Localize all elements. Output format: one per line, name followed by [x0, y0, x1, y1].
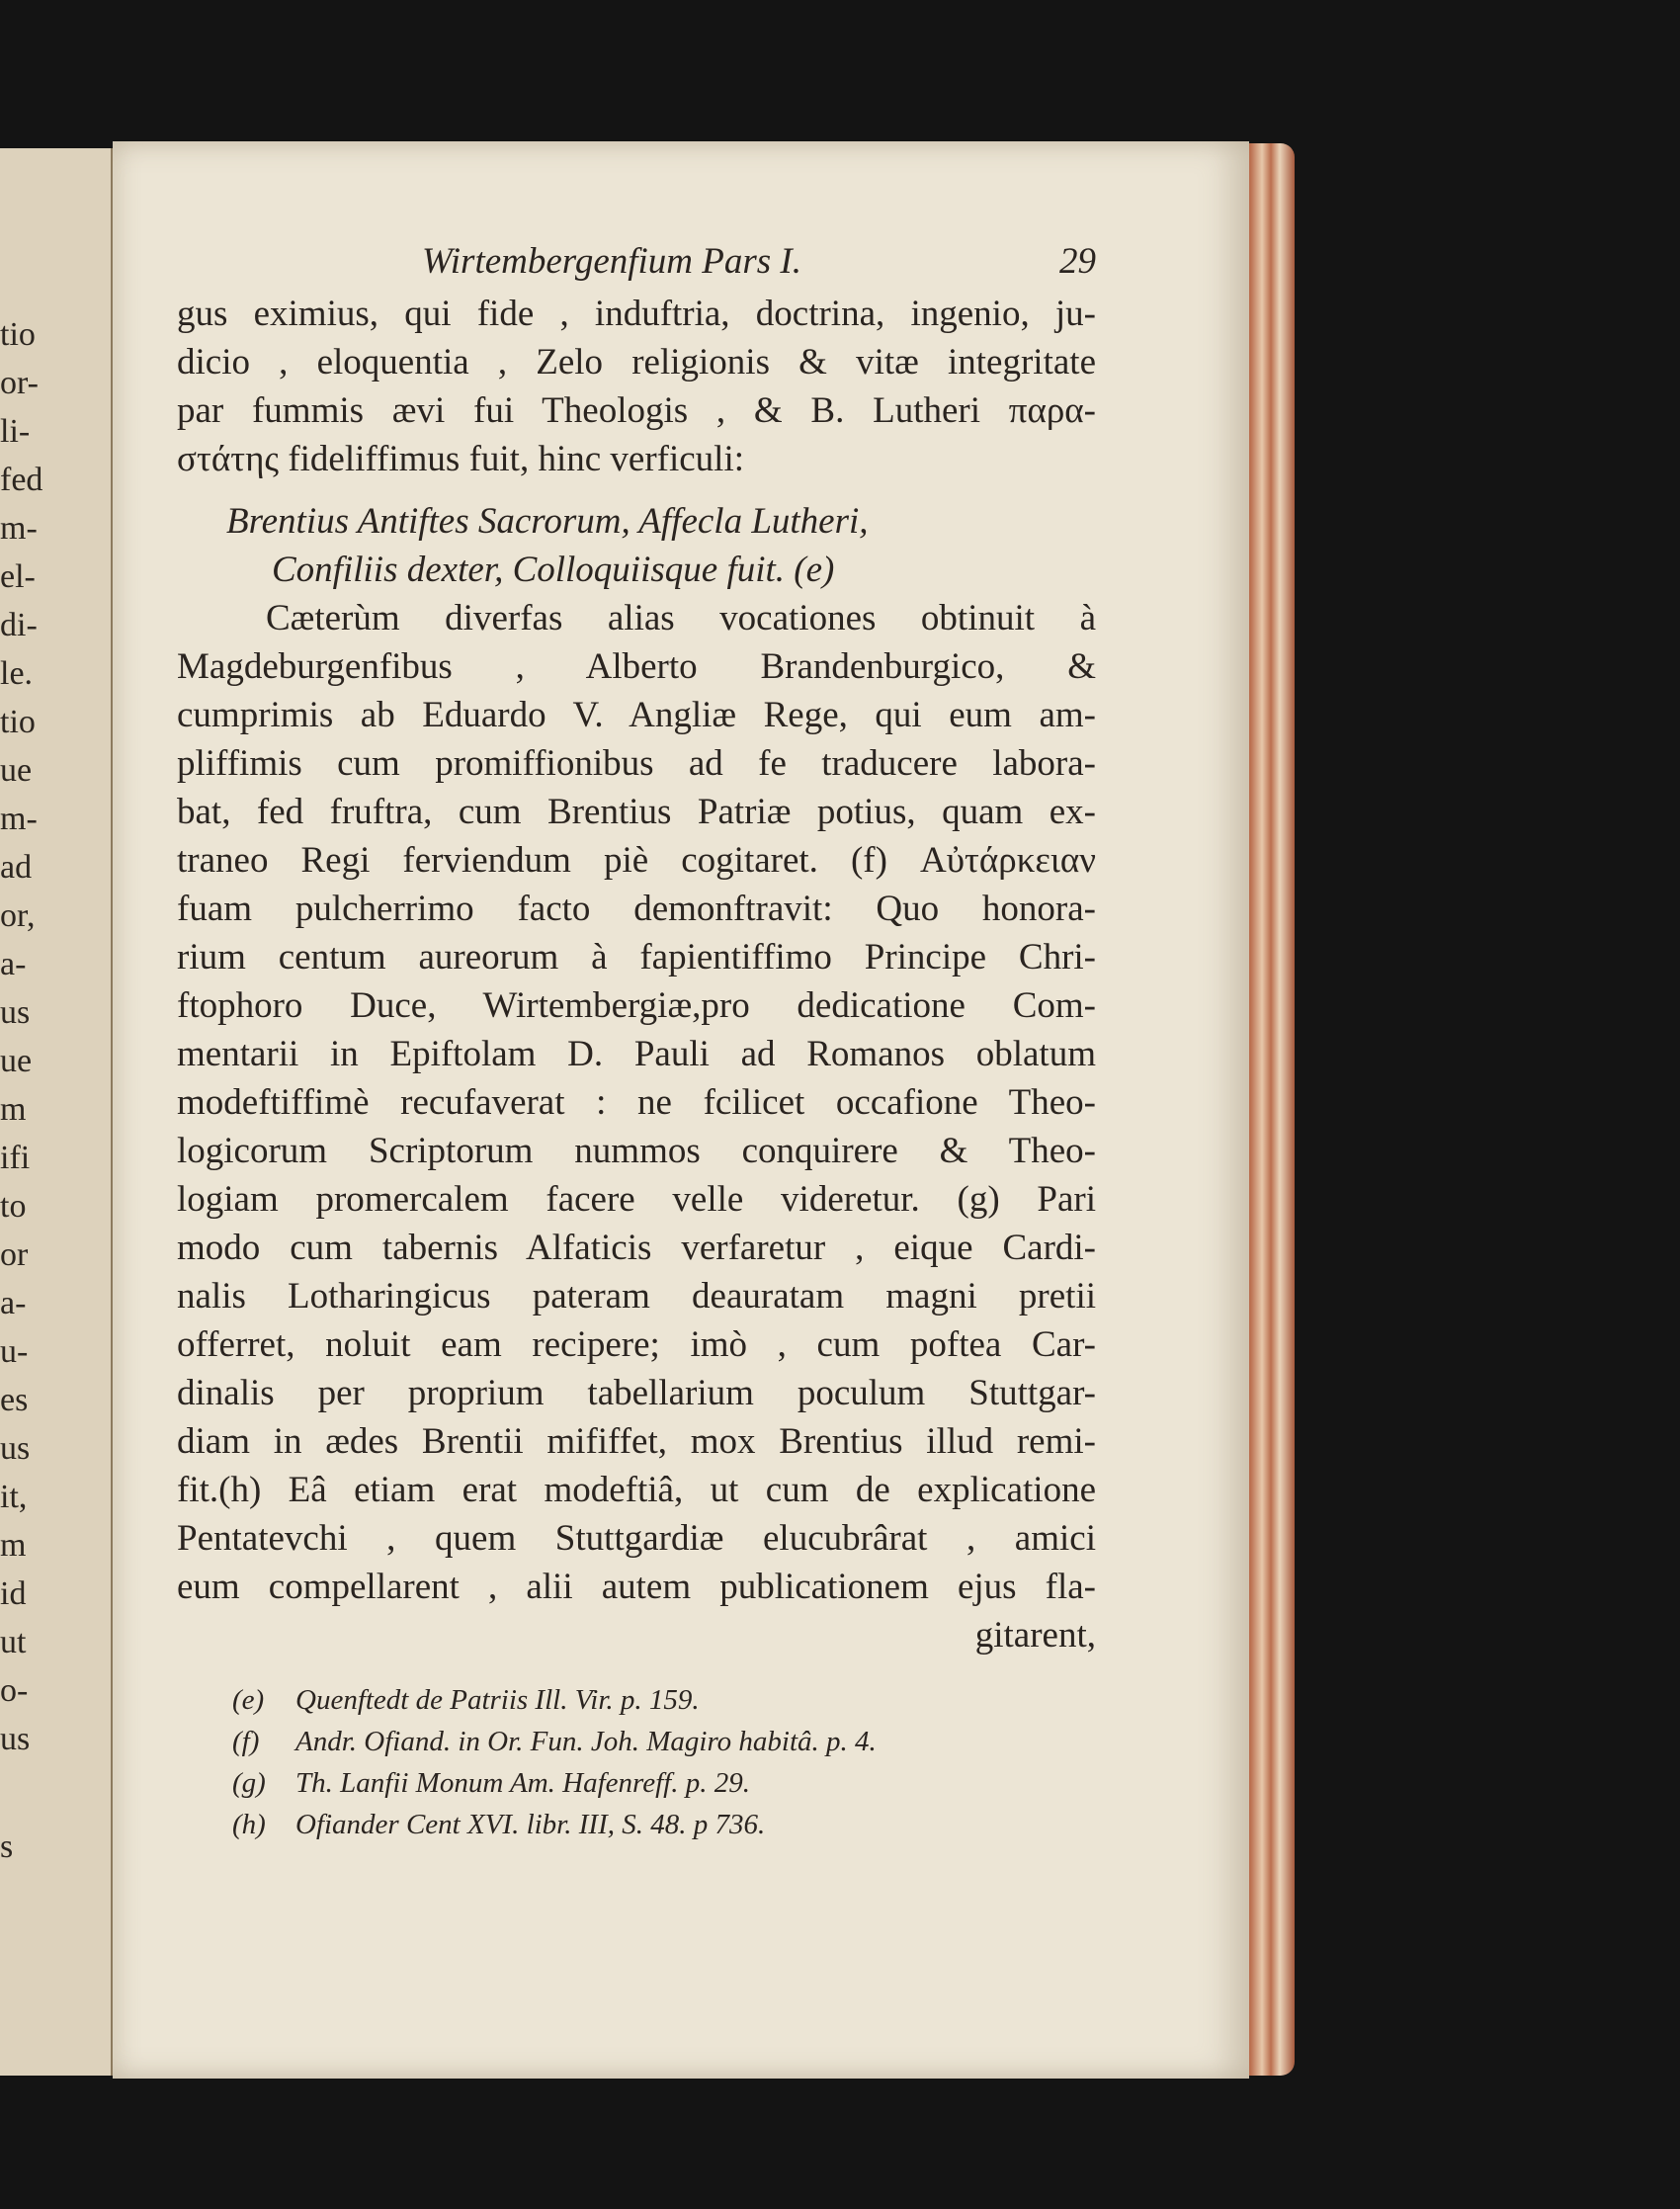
verse-block: [177, 497, 1096, 594]
right-page: [113, 141, 1249, 2079]
text-line: bat, fed fruftra, cum Brentius Patriæ potius, quam ex-: [177, 792, 1096, 832]
left-page-line-fragment: ifi: [0, 1140, 31, 1176]
text-line: gus eximius, qui fide , induftria, doctrina, ingenio, ju-: [177, 294, 1096, 334]
text-line: modo cum tabernis Alfaticis verfaretur , eique Cardi-: [177, 1228, 1096, 1268]
footnote-mark: (h): [232, 1809, 266, 1840]
text-line: dicio , eloquentia , Zelo religionis & vitæ integritate: [177, 342, 1096, 382]
text-line: modeftiffimè recufaverat : ne fcilicet occafione Theo-: [177, 1082, 1096, 1123]
left-page-line-fragment: ue: [0, 1043, 33, 1079]
left-page-line-fragment: us: [0, 1430, 31, 1467]
paragraph-1: [177, 290, 1096, 483]
text-line: dinalis per proprium tabellarium poculum Stuttgar-: [177, 1373, 1096, 1413]
left-page-line-fragment: or: [0, 1236, 29, 1273]
text-line: logiam promercalem facere velle videretur. (g) Pari: [177, 1179, 1096, 1220]
text-line: eum compellarent , alii autem publicationem ejus fla-: [177, 1567, 1096, 1607]
left-page-line-fragment: m: [0, 1527, 27, 1564]
left-page-line-fragment: tio: [0, 704, 36, 740]
footnote-text: Quenftedt de Patriis Ill. Vir. p. 159.: [295, 1684, 700, 1716]
left-page-line-fragment: id: [0, 1575, 27, 1612]
text-line: στάτης fideliffimus fuit, hinc verficuli:: [177, 439, 745, 479]
text-line: Cæterùm diverfas alias vocationes obtinuit à: [266, 598, 1096, 638]
left-page-line-fragment: di-: [0, 607, 38, 643]
footnote: [232, 1721, 1096, 1762]
footnote-text: Th. Lanfii Monum Am. Hafenreff. p. 29.: [295, 1767, 750, 1799]
left-page-line-fragment: s: [0, 1828, 14, 1865]
text-line: fuam pulcherrimo facto demonftravit: Quo honora-: [177, 889, 1096, 929]
text-line: rium centum aureorum à fapientiffimo Principe Chri-: [177, 937, 1096, 977]
footnote: [232, 1804, 1096, 1845]
footnote: [232, 1762, 1096, 1804]
left-page-line-fragment: a-: [0, 1285, 27, 1321]
left-page-line-fragment: tio: [0, 316, 36, 353]
running-title: Wirtembergenfium Pars I.: [422, 241, 802, 282]
footnotes: [177, 1679, 1096, 1845]
footnote: [232, 1679, 1096, 1721]
text-line: mentarii in Epiftolam D. Pauli ad Romanos oblatum: [177, 1034, 1096, 1074]
text-line: pliffimis cum promiffionibus ad fe traducere labora-: [177, 743, 1096, 784]
left-page-line-fragment: o-: [0, 1672, 29, 1709]
left-page-line-fragment: ut: [0, 1624, 27, 1660]
left-page: [0, 148, 114, 2076]
footnote-mark: (f): [232, 1726, 260, 1757]
page-text: [177, 240, 1096, 1845]
left-page-line-fragment: or-: [0, 365, 39, 401]
left-page-line-fragment: a-: [0, 946, 27, 982]
text-line: diam in ædes Brentii mififfet, mox Brentius illud remi-: [177, 1421, 1096, 1462]
text-line: nalis Lotharingicus pateram deauratam magni pretii: [177, 1276, 1096, 1317]
left-page-line-fragment: fed: [0, 462, 43, 498]
verse-line: Confiliis dexter, Colloquiisque fuit. (e): [272, 550, 835, 590]
catchword: gitarent,: [974, 1615, 1096, 1656]
left-page-line-fragment: us: [0, 1721, 31, 1757]
left-page-line-fragment: to: [0, 1188, 27, 1225]
text-line: Magdeburgenfibus , Alberto Brandenburgico, &: [177, 646, 1096, 687]
left-page-line-fragment: m: [0, 1091, 27, 1128]
text-line: logicorum Scriptorum nummos conquirere & Theo-: [177, 1131, 1096, 1171]
left-page-line-fragment: ad: [0, 849, 33, 886]
paragraph-2: [177, 594, 1096, 1659]
left-page-line-fragment: or,: [0, 897, 36, 934]
footnote-mark: (g): [232, 1767, 266, 1799]
page-number: 29: [1059, 241, 1096, 282]
left-page-line-fragment: li-: [0, 413, 31, 450]
left-page-line-fragment: it,: [0, 1479, 28, 1515]
text-line: offerret, noluit eam recipere; imò , cum poftea Car-: [177, 1324, 1096, 1365]
left-page-line-fragment: es: [0, 1382, 29, 1418]
text-line: ftophoro Duce, Wirtembergiæ,pro dedicatione Com-: [177, 985, 1096, 1026]
text-line: par fummis ævi fui Theologis , & B. Lutheri παρα-: [177, 390, 1096, 431]
left-page-line-fragment: el-: [0, 558, 36, 595]
text-line: fit.(h) Eâ etiam erat modeftiâ, ut cum de explicatione: [177, 1470, 1096, 1510]
text-line: Pentatevchi , quem Stuttgardiæ elucubrârat , amici: [177, 1518, 1096, 1559]
left-page-line-fragment: m-: [0, 801, 38, 837]
footnote-text: Ofiander Cent XVI. libr. III, S. 48. p 736.: [295, 1809, 766, 1840]
left-page-line-fragment: u-: [0, 1333, 29, 1370]
left-page-line-fragment: le.: [0, 655, 34, 692]
running-header: [177, 240, 1096, 290]
left-page-line-fragment: us: [0, 994, 31, 1031]
left-page-line-fragment: m-: [0, 510, 38, 547]
text-line: cumprimis ab Eduardo V. Angliæ Rege, qui eum am-: [177, 695, 1096, 735]
footnote-text: Andr. Ofiand. in Or. Fun. Joh. Magiro habitâ. p. 4.: [295, 1726, 877, 1757]
text-line: traneo Regi ferviendum piè cogitaret. (f) Αὐτάρκειαν: [177, 840, 1096, 881]
left-page-line-fragment: ue: [0, 752, 33, 789]
footnote-mark: (e): [232, 1684, 265, 1716]
verse-line: Brentius Antiftes Sacrorum, Affecla Lutheri,: [226, 501, 869, 542]
